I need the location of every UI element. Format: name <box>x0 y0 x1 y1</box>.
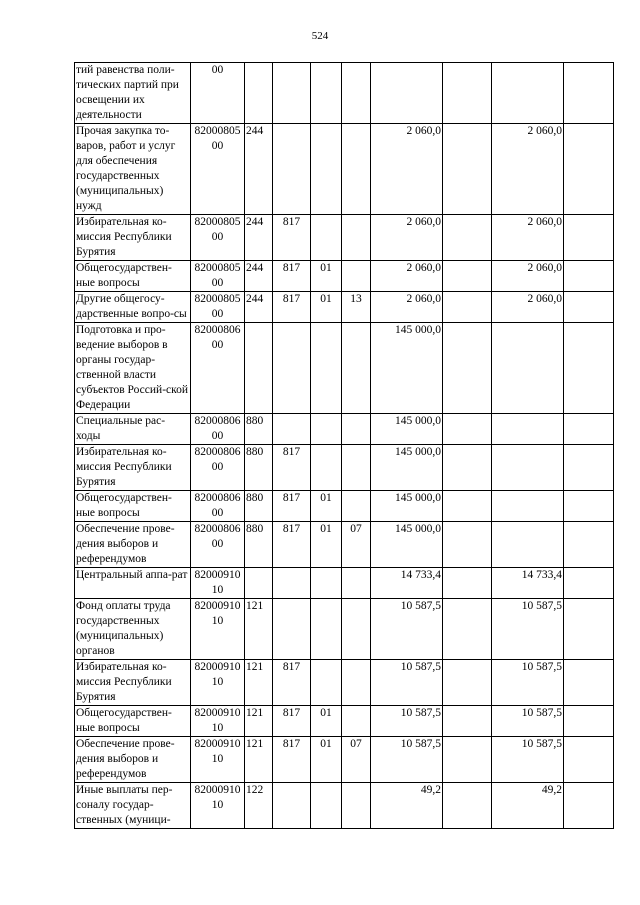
section-code-cell: 01 <box>311 261 342 292</box>
target-article-code-cell: 82000806 00 <box>191 445 245 491</box>
amount-cell-8 <box>443 63 492 124</box>
subsection-code-cell <box>342 124 371 215</box>
ministry-code-cell <box>273 63 311 124</box>
total-amount-cell: 2 060,0 <box>371 292 443 323</box>
amount-cell-8 <box>443 706 492 737</box>
section-code-cell: 01 <box>311 737 342 783</box>
expense-type-cell: 122 <box>245 783 273 829</box>
ministry-code-cell: 817 <box>273 522 311 568</box>
subsection-code-cell <box>342 63 371 124</box>
section-code-cell <box>311 445 342 491</box>
table-row <box>75 660 614 706</box>
table-row <box>75 414 614 445</box>
total-amount-cell: 145 000,0 <box>371 323 443 414</box>
target-article-code-cell: 82000806 00 <box>191 414 245 445</box>
subsection-code-cell <box>342 323 371 414</box>
section-code-cell <box>311 215 342 261</box>
amount-cell-9: 2 060,0 <box>492 292 564 323</box>
amount-cell-9: 2 060,0 <box>492 261 564 292</box>
subsection-code-cell <box>342 783 371 829</box>
expense-type-cell: 121 <box>245 706 273 737</box>
subsection-code-cell <box>342 215 371 261</box>
expense-name-cell: Специальные рас-ходы <box>75 414 191 445</box>
total-amount-cell: 2 060,0 <box>371 261 443 292</box>
subsection-code-cell <box>342 599 371 660</box>
table-row <box>75 215 614 261</box>
expense-name-cell: Иные выплаты пер-соналу государ-ственных (муници- <box>75 783 191 829</box>
amount-cell-9: 49,2 <box>492 783 564 829</box>
amount-cell-8 <box>443 414 492 445</box>
ministry-code-cell: 817 <box>273 737 311 783</box>
target-article-code-cell: 00 <box>191 63 245 124</box>
section-code-cell <box>311 599 342 660</box>
target-article-code-cell: 82000910 10 <box>191 737 245 783</box>
amount-cell-10 <box>564 568 614 599</box>
section-code-cell <box>311 323 342 414</box>
amount-cell-8 <box>443 491 492 522</box>
expense-type-cell <box>245 323 273 414</box>
table-row <box>75 124 614 215</box>
target-article-code-cell: 82000805 00 <box>191 124 245 215</box>
amount-cell-9: 10 587,5 <box>492 706 564 737</box>
expense-type-cell: 244 <box>245 215 273 261</box>
amount-cell-8 <box>443 445 492 491</box>
expense-name-cell: Общегосударствен-ные вопросы <box>75 491 191 522</box>
expense-name-cell: Общегосударствен-ные вопросы <box>75 706 191 737</box>
table-row <box>75 491 614 522</box>
amount-cell-8 <box>443 261 492 292</box>
table-row <box>75 706 614 737</box>
amount-cell-10 <box>564 599 614 660</box>
section-code-cell <box>311 414 342 445</box>
expense-name-cell: Прочая закупка то-варов, работ и услуг для обеспечения государственных (муниципальных) нужд <box>75 124 191 215</box>
expense-type-cell: 121 <box>245 737 273 783</box>
target-article-code-cell: 82000910 10 <box>191 568 245 599</box>
expense-name-cell: Избирательная ко-миссия Республики Бурятия <box>75 445 191 491</box>
amount-cell-10 <box>564 445 614 491</box>
expense-name-cell: Избирательная ко-миссия Республики Бурятия <box>75 215 191 261</box>
ministry-code-cell: 817 <box>273 660 311 706</box>
amount-cell-9: 10 587,5 <box>492 599 564 660</box>
expense-name-cell: Общегосударствен-ные вопросы <box>75 261 191 292</box>
ministry-code-cell <box>273 599 311 660</box>
budget-table <box>74 62 614 829</box>
expense-type-cell: 880 <box>245 522 273 568</box>
table-row <box>75 568 614 599</box>
target-article-code-cell: 82000910 10 <box>191 706 245 737</box>
ministry-code-cell: 817 <box>273 215 311 261</box>
ministry-code-cell: 817 <box>273 706 311 737</box>
expense-name-cell: Другие общегосу-дарственные вопро-сы <box>75 292 191 323</box>
expense-name-cell: Избирательная ко-миссия Республики Бурятия <box>75 660 191 706</box>
table-row <box>75 737 614 783</box>
amount-cell-8 <box>443 783 492 829</box>
amount-cell-9 <box>492 491 564 522</box>
table-row <box>75 63 614 124</box>
amount-cell-10 <box>564 737 614 783</box>
subsection-code-cell: 07 <box>342 737 371 783</box>
total-amount-cell <box>371 63 443 124</box>
amount-cell-10 <box>564 63 614 124</box>
target-article-code-cell: 82000806 00 <box>191 491 245 522</box>
amount-cell-9: 10 587,5 <box>492 737 564 783</box>
expense-type-cell: 244 <box>245 124 273 215</box>
table-row <box>75 522 614 568</box>
section-code-cell: 01 <box>311 491 342 522</box>
expense-type-cell: 121 <box>245 599 273 660</box>
amount-cell-10 <box>564 292 614 323</box>
amount-cell-9: 2 060,0 <box>492 215 564 261</box>
amount-cell-10 <box>564 491 614 522</box>
amount-cell-10 <box>564 522 614 568</box>
amount-cell-8 <box>443 215 492 261</box>
amount-cell-10 <box>564 706 614 737</box>
table-row <box>75 783 614 829</box>
expense-type-cell <box>245 568 273 599</box>
subsection-code-cell <box>342 660 371 706</box>
total-amount-cell: 145 000,0 <box>371 491 443 522</box>
ministry-code-cell <box>273 124 311 215</box>
section-code-cell: 01 <box>311 522 342 568</box>
table-row <box>75 323 614 414</box>
total-amount-cell: 2 060,0 <box>371 215 443 261</box>
target-article-code-cell: 82000910 10 <box>191 660 245 706</box>
expense-type-cell: 244 <box>245 261 273 292</box>
total-amount-cell: 10 587,5 <box>371 660 443 706</box>
target-article-code-cell: 82000910 10 <box>191 783 245 829</box>
subsection-code-cell <box>342 706 371 737</box>
expense-name-cell: Обеспечение прове-дения выборов и референдумов <box>75 522 191 568</box>
section-code-cell: 01 <box>311 292 342 323</box>
expense-type-cell: 880 <box>245 414 273 445</box>
amount-cell-8 <box>443 323 492 414</box>
amount-cell-10 <box>564 414 614 445</box>
amount-cell-9 <box>492 445 564 491</box>
ministry-code-cell: 817 <box>273 292 311 323</box>
expense-type-cell: 121 <box>245 660 273 706</box>
amount-cell-8 <box>443 292 492 323</box>
subsection-code-cell: 13 <box>342 292 371 323</box>
ministry-code-cell <box>273 323 311 414</box>
amount-cell-10 <box>564 124 614 215</box>
expense-type-cell: 244 <box>245 292 273 323</box>
amount-cell-8 <box>443 599 492 660</box>
target-article-code-cell: 82000910 10 <box>191 599 245 660</box>
amount-cell-9 <box>492 63 564 124</box>
section-code-cell <box>311 63 342 124</box>
budget-table-body <box>75 63 614 829</box>
table-row <box>75 445 614 491</box>
ministry-code-cell: 817 <box>273 445 311 491</box>
section-code-cell <box>311 568 342 599</box>
subsection-code-cell <box>342 414 371 445</box>
amount-cell-10 <box>564 261 614 292</box>
expense-type-cell <box>245 63 273 124</box>
total-amount-cell: 14 733,4 <box>371 568 443 599</box>
amount-cell-10 <box>564 215 614 261</box>
section-code-cell <box>311 660 342 706</box>
page-number: 524 <box>311 30 329 42</box>
amount-cell-8 <box>443 737 492 783</box>
ministry-code-cell: 817 <box>273 261 311 292</box>
subsection-code-cell: 07 <box>342 522 371 568</box>
amount-cell-10 <box>564 323 614 414</box>
amount-cell-9 <box>492 522 564 568</box>
total-amount-cell: 2 060,0 <box>371 124 443 215</box>
section-code-cell <box>311 783 342 829</box>
expense-name-cell: Фонд оплаты труда государственных (муниципальных) органов <box>75 599 191 660</box>
total-amount-cell: 145 000,0 <box>371 445 443 491</box>
subsection-code-cell <box>342 445 371 491</box>
subsection-code-cell <box>342 568 371 599</box>
ministry-code-cell: 817 <box>273 491 311 522</box>
total-amount-cell: 10 587,5 <box>371 599 443 660</box>
target-article-code-cell: 82000805 00 <box>191 215 245 261</box>
amount-cell-9 <box>492 414 564 445</box>
expense-name-cell: тий равенства поли-тических партий при освещении их деятельности <box>75 63 191 124</box>
expense-name-cell: Обеспечение прове-дения выборов и референдумов <box>75 737 191 783</box>
ministry-code-cell <box>273 783 311 829</box>
amount-cell-8 <box>443 522 492 568</box>
table-row <box>75 261 614 292</box>
expense-name-cell: Подготовка и про-ведение выборов в органы государ-ственной власти субъектов Россий-ской Федерации <box>75 323 191 414</box>
ministry-code-cell <box>273 414 311 445</box>
target-article-code-cell: 82000805 00 <box>191 292 245 323</box>
expense-type-cell: 880 <box>245 491 273 522</box>
amount-cell-8 <box>443 124 492 215</box>
section-code-cell: 01 <box>311 706 342 737</box>
section-code-cell <box>311 124 342 215</box>
amount-cell-9 <box>492 323 564 414</box>
table-row <box>75 599 614 660</box>
expense-type-cell: 880 <box>245 445 273 491</box>
target-article-code-cell: 82000806 00 <box>191 323 245 414</box>
total-amount-cell: 145 000,0 <box>371 522 443 568</box>
amount-cell-9: 2 060,0 <box>492 124 564 215</box>
amount-cell-8 <box>443 568 492 599</box>
ministry-code-cell <box>273 568 311 599</box>
target-article-code-cell: 82000806 00 <box>191 522 245 568</box>
total-amount-cell: 145 000,0 <box>371 414 443 445</box>
expense-name-cell: Центральный аппа-рат <box>75 568 191 599</box>
amount-cell-9: 10 587,5 <box>492 660 564 706</box>
total-amount-cell: 10 587,5 <box>371 706 443 737</box>
total-amount-cell: 10 587,5 <box>371 737 443 783</box>
amount-cell-10 <box>564 660 614 706</box>
subsection-code-cell <box>342 491 371 522</box>
total-amount-cell: 49,2 <box>371 783 443 829</box>
subsection-code-cell <box>342 261 371 292</box>
amount-cell-8 <box>443 660 492 706</box>
target-article-code-cell: 82000805 00 <box>191 261 245 292</box>
table-row <box>75 292 614 323</box>
amount-cell-9: 14 733,4 <box>492 568 564 599</box>
amount-cell-10 <box>564 783 614 829</box>
